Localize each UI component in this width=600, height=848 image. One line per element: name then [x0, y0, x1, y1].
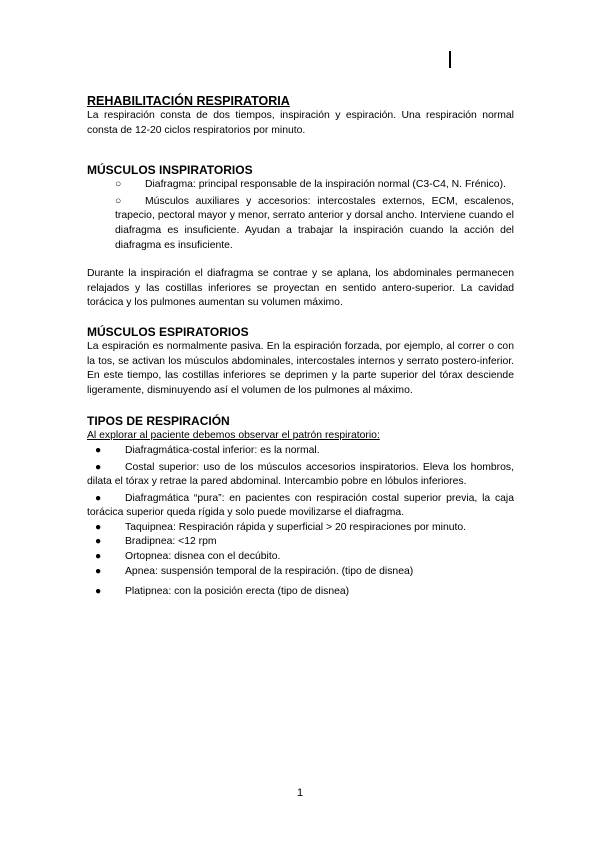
list-item: ● Ortopnea: disnea con el decúbito. — [87, 550, 514, 565]
list-item: ● Platipnea: con la posición erecta (tipo de disnea) — [87, 585, 514, 600]
list-item: ● Bradipnea: <12 rpm — [87, 535, 514, 550]
circle-bullet-icon: ○ — [115, 195, 122, 207]
list-item: ● Diafragmática “pura”: en pacientes con respiración costal superior previa, la caja torácica superior queda rígida y solo puede movilizarse el diafragma. — [87, 492, 514, 519]
list-item: ● Apnea: suspensión temporal de la respiración. (tipo de disnea) — [87, 565, 514, 580]
section-heading-espiratorios: MÚSCULOS ESPIRATORIOS — [87, 324, 249, 339]
bullet-icon: ● — [95, 586, 102, 598]
bullet-icon: ● — [95, 461, 102, 473]
section-heading-inspiratorios: MÚSCULOS INSPIRATORIOS — [87, 163, 253, 178]
bullet-icon: ● — [95, 536, 102, 548]
list-item: ○ Diafragma: principal responsable de la inspiración normal (C3-C4, N. Frénico). — [87, 178, 514, 193]
inspiration-paragraph: Durante la inspiración el diafragma se contrae y se aplana, los abdominales permanecen relajados y las costillas inferiores se proyectan en sentido antero-superior. La cavidad torácica y los pulmones aumentan su volumen máximo. — [87, 268, 514, 309]
espiration-paragraph: La espiración es normalmente pasiva. En la espiración forzada, por ejemplo, al correr o con la tos, se activan los músculos abdominales, intercostales internos y serrato postero-inferior. En este tiempo, las costillas inferiores se deprimen y la parte superior del tórax desciende ligeramente, disminuyendo así el volumen de los pulmones al máximo. — [87, 340, 514, 396]
bullet-icon: ● — [95, 444, 102, 456]
bullet-icon: ● — [95, 492, 102, 504]
text-cursor — [449, 51, 451, 68]
page-number: 1 — [296, 787, 304, 799]
bullet-icon: ● — [95, 565, 102, 577]
document-page — [87, 94, 514, 600]
list-item: ● Diafragmática-costal inferior: es la normal. — [87, 444, 514, 459]
list-item: ○ Músculos auxiliares y accesorios: intercostales externos, ECM, escalenos, trapecio, pectoral mayor y menor, serrato anterior y dorsal ancho. Interviene cuando el diafragma es insuficiente. Ayudan a trabajar la inspiración cuando la acción del diafragma es insuficiente. — [115, 195, 514, 251]
bullet-icon: ● — [95, 521, 102, 533]
circle-bullet-icon: ○ — [115, 179, 122, 191]
tipos-subtitle: Al explorar al paciente debemos observar el patrón respiratorio: — [87, 430, 380, 442]
document-title: REHABILITACIÓN RESPIRATORIA — [87, 94, 290, 108]
list-item: ● Taquipnea: Respiración rápida y superficial > 20 respiraciones por minuto. — [87, 521, 514, 536]
intro-paragraph: La respiración consta de dos tiempos, inspiración y espiración. Una respiración normal consta de 12-20 ciclos respiratorios por minuto. — [87, 110, 514, 136]
bullet-icon: ● — [95, 551, 102, 563]
section-heading-tipos: TIPOS DE RESPIRACIÓN — [87, 414, 230, 429]
list-item: ● Costal superior: uso de los músculos accesorios inspiratorios. Eleva los hombros, dilata el tórax y retrae la pared abdominal. Intercambio pobre en lóbulos inferiores. — [87, 461, 514, 488]
